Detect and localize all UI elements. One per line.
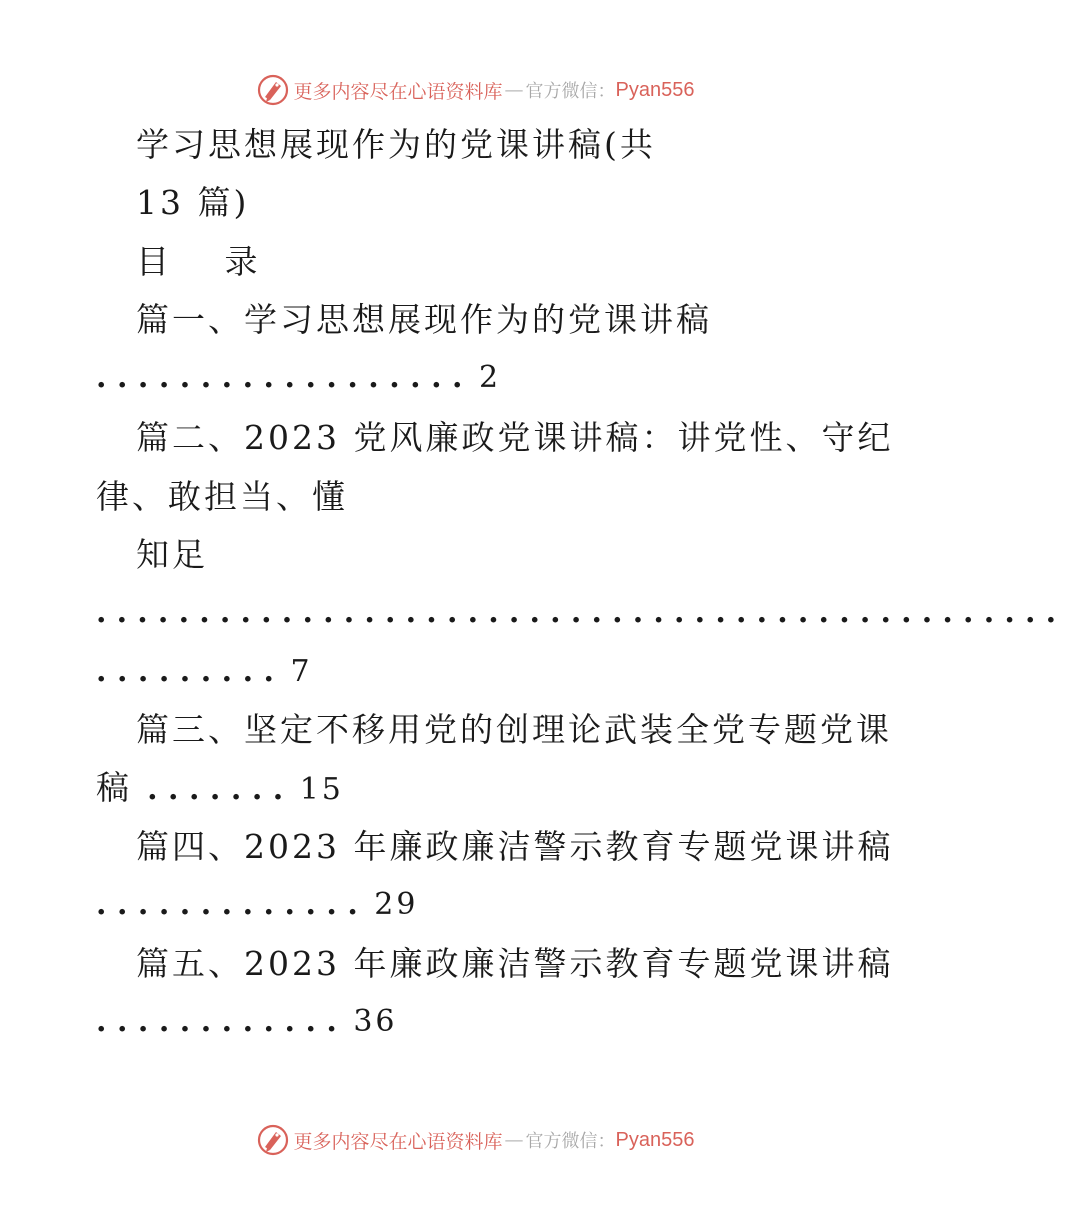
toc-entry-1-leader — [96, 358, 501, 398]
toc-heading: 目 录 — [136, 242, 264, 281]
toc-entry-3-page: 15 — [299, 772, 344, 807]
toc-entry-4-leader — [96, 885, 418, 925]
toc-entry-5-page: 36 — [353, 1004, 398, 1039]
toc-entry-2-title-line3: 知足 — [136, 535, 208, 574]
toc-entry-2-leader-line1 — [96, 593, 1066, 633]
watermark-banner-top — [0, 70, 950, 110]
toc-entry-4-dots: ............. — [96, 887, 369, 922]
toc-entry-3-title-line2: 稿 — [96, 768, 132, 807]
toc-entry-2-leader-line2 — [96, 652, 313, 692]
pen-nib-logo-icon — [256, 73, 290, 107]
watermark-main-text: 更多内容尽在心语资料库 — [293, 80, 503, 103]
toc-entry-3-title-line1: 篇三、坚定不移用党的创理论武装全党专题党课 — [136, 710, 892, 749]
toc-entry-1-page: 2 — [479, 360, 502, 395]
toc-entry-3-line2 — [96, 768, 344, 814]
toc-entry-2-page: 7 — [290, 654, 313, 689]
toc-entry-1-dots: .................. — [96, 360, 473, 395]
toc-entry-5-title: 篇五、2023 年廉政廉洁警示教育专题党课讲稿 — [136, 944, 894, 983]
pen-nib-logo-icon — [256, 1123, 290, 1157]
toc-entry-2-dots-line1: ............................................... — [96, 595, 1066, 630]
toc-entry-2-title-line2: 律、敢担当、懂 — [96, 477, 348, 516]
watermark-main-text: 更多内容尽在心语资料库 — [293, 1130, 503, 1153]
document-title-line2: 13 篇) — [136, 183, 250, 222]
toc-entry-2-dots-line2: ......... — [96, 654, 285, 689]
document-title-line1: 学习思想展现作为的党课讲稿(共 — [136, 125, 656, 164]
watermark-wechat-id: Pyan556 — [615, 78, 695, 101]
watermark-dash: — — [504, 1129, 524, 1151]
toc-entry-4-title: 篇四、2023 年廉政廉洁警示教育专题党课讲稿 — [136, 827, 894, 866]
toc-entry-3-dots: ....... — [147, 772, 294, 807]
toc-entry-3-leader — [147, 772, 344, 807]
toc-entry-1-title: 篇一、学习思想展现作为的党课讲稿 — [136, 300, 712, 339]
toc-entry-5-dots: ............ — [96, 1004, 348, 1039]
watermark-wechat-label: 官方微信： — [525, 81, 616, 102]
watermark-wechat-label: 官方微信： — [525, 1131, 616, 1152]
toc-entry-4-page: 29 — [374, 887, 419, 922]
watermark-wechat-id: Pyan556 — [615, 1128, 695, 1151]
watermark-dash: — — [504, 79, 524, 101]
watermark-banner-bottom — [0, 1120, 950, 1160]
toc-entry-2-title-line1: 篇二、2023 党风廉政党课讲稿：讲党性、守纪 — [136, 418, 894, 457]
toc-entry-5-leader — [96, 1002, 398, 1042]
